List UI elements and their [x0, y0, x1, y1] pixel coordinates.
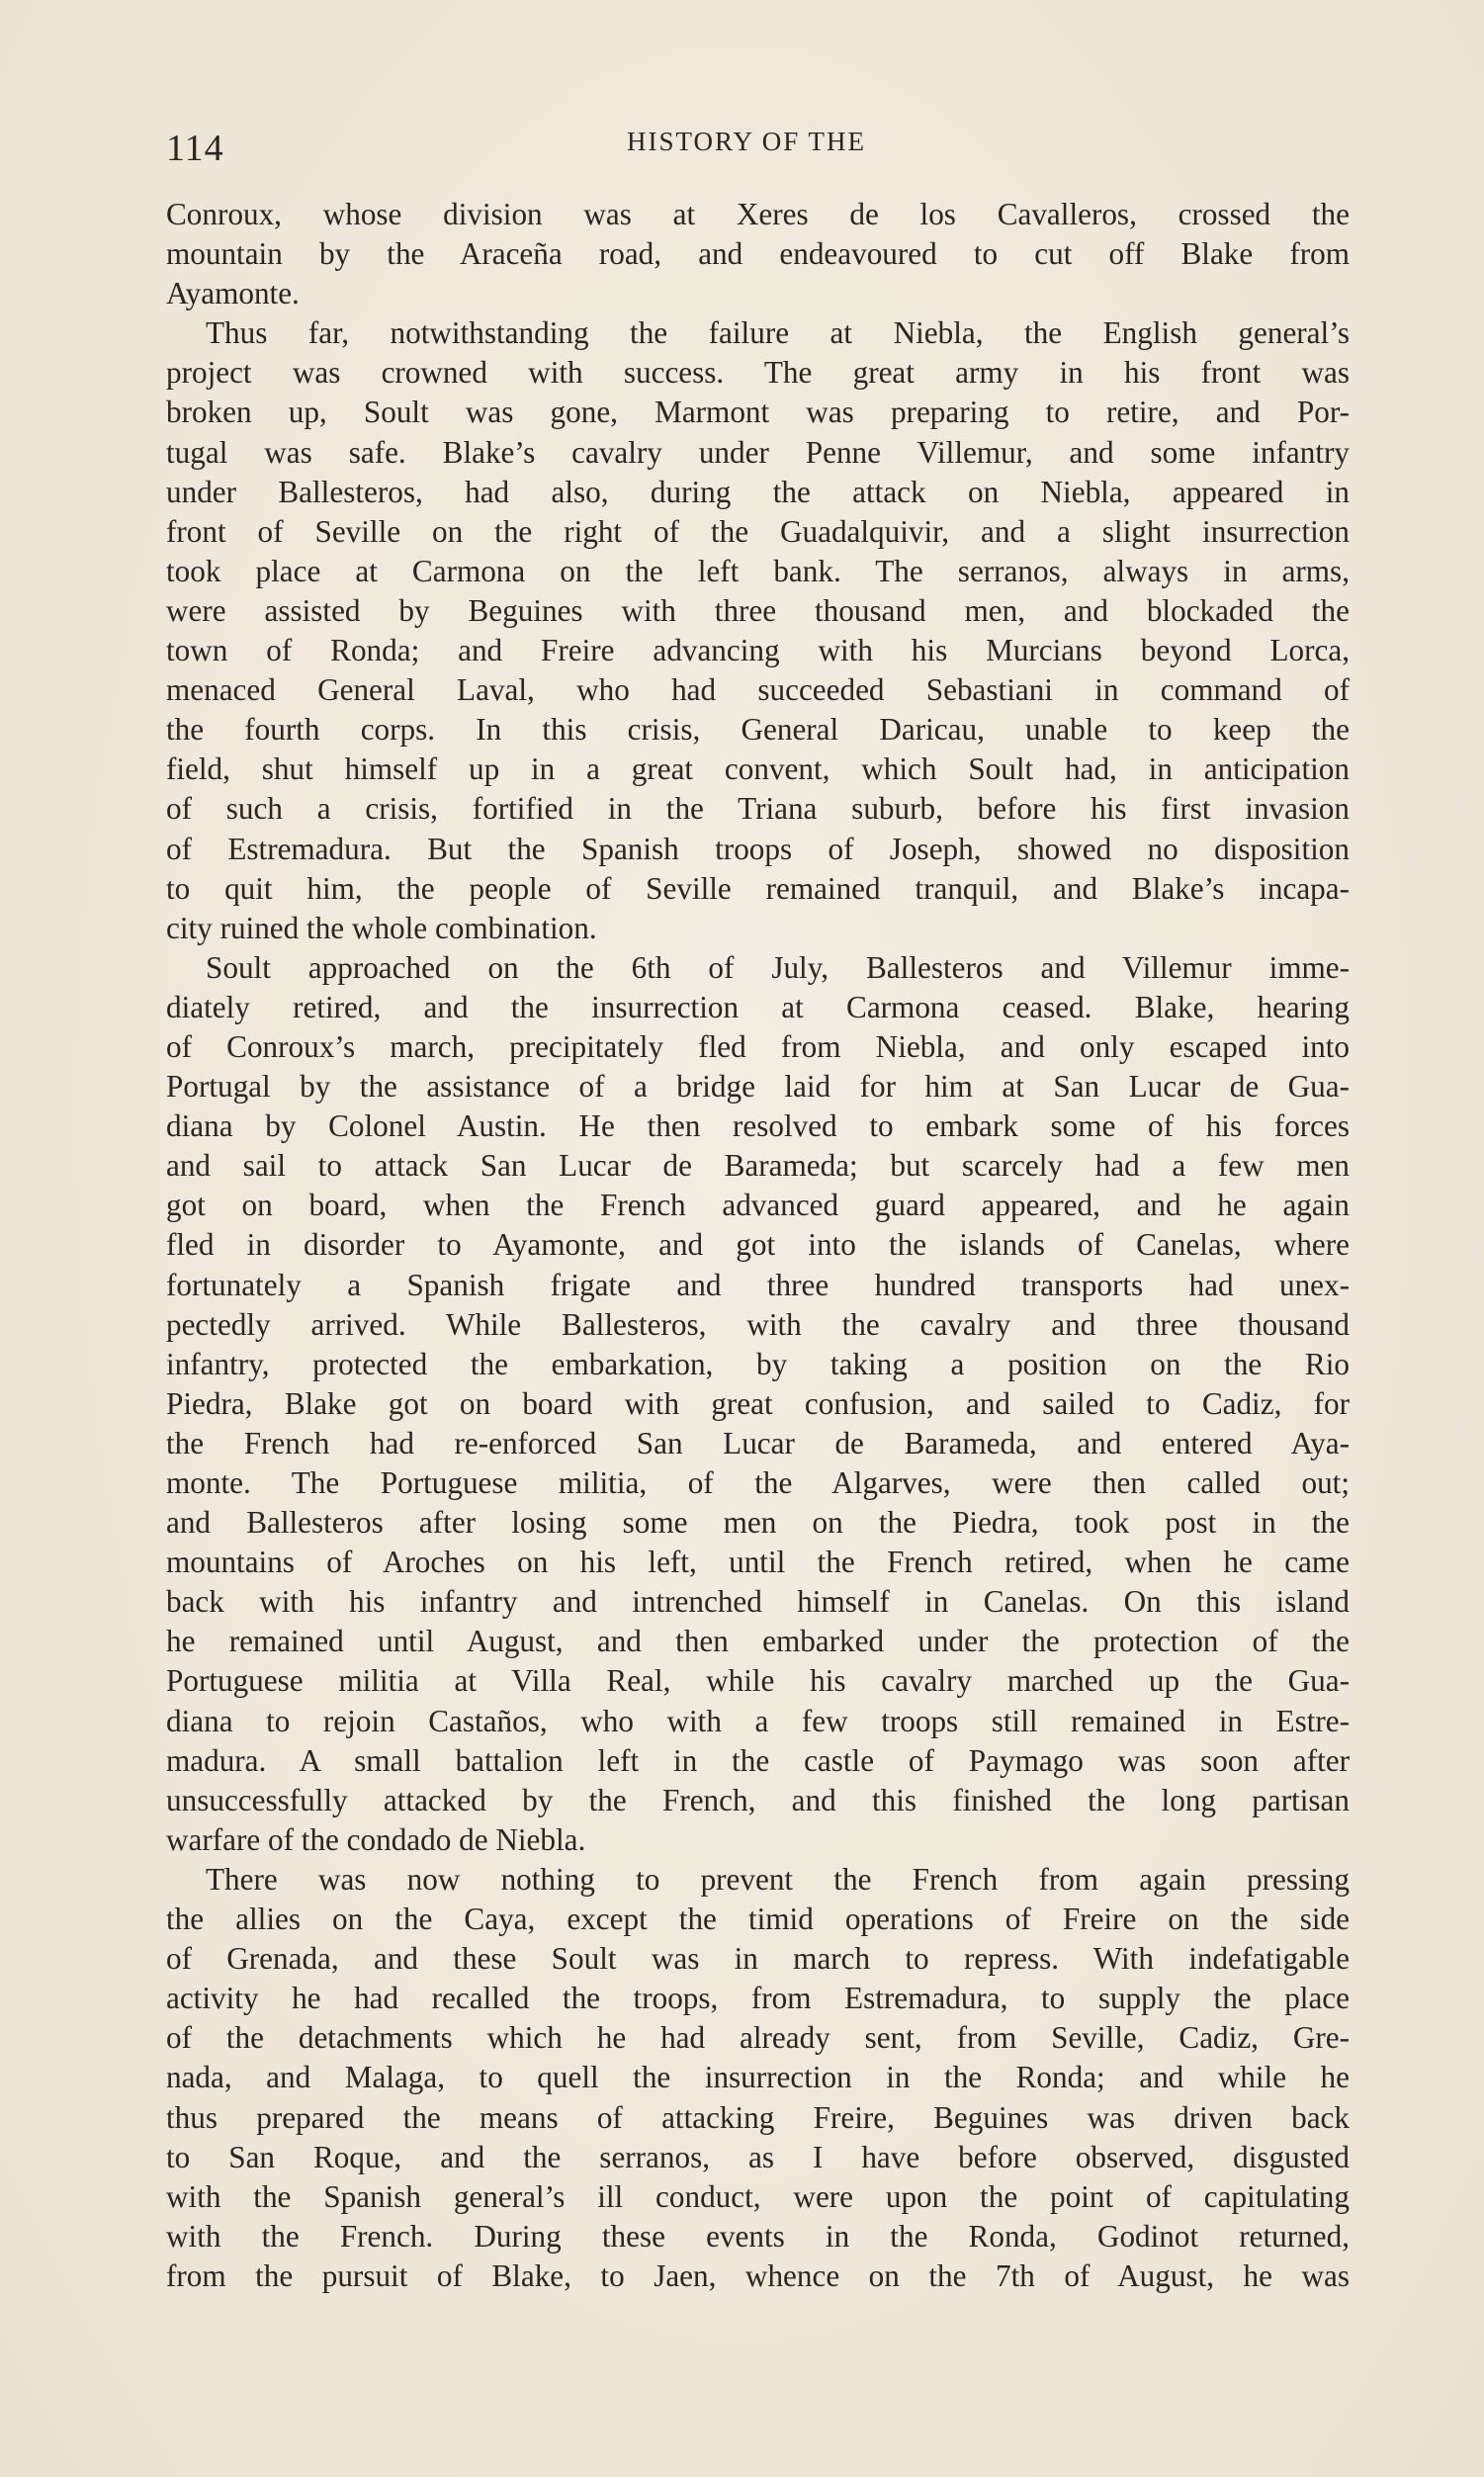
text-line: Conroux, whose division was at Xeres de los Cavalleros, crossed the [166, 197, 1350, 231]
text-line: town of Ronda; and Freire advancing with his Murcians beyond Lorca, [166, 633, 1350, 668]
text-line: warfare of the condado de Niebla. [166, 1821, 586, 1857]
page-header [166, 127, 1353, 176]
text-line: diana to rejoin Castaños, who with a few troops still remained in Estre- [166, 1703, 1350, 1738]
text-line: were assisted by Beguines with three thousand men, and blockaded the [166, 592, 1350, 628]
text-line: field, shut himself up in a great convent, which Soult had, in anticipation [166, 752, 1350, 787]
text-line: back with his infantry and intrenched himself in Canelas. On this island [166, 1584, 1350, 1620]
text-line: from the pursuit of Blake, to Jaen, whence on the 7th of August, he was [166, 2257, 1350, 2293]
text-line: thus prepared the means of attacking Freire, Beguines was driven back [166, 2099, 1350, 2135]
text-line: got on board, when the French advanced guard appeared, and he again [166, 1188, 1350, 1223]
text-line: with the French. During these events in the Ronda, Godinot returned, [166, 2218, 1350, 2254]
text-line: he remained until August, and then embarked under the protection of the [166, 1624, 1350, 1659]
text-line: nada, and Malaga, to quell the insurrection in the Ronda; and while he [166, 2060, 1350, 2095]
running-head: HISTORY OF THE [627, 127, 867, 156]
text-line: Piedra, Blake got on board with great confusion, and sailed to Cadiz, for [166, 1385, 1350, 1421]
text-line: of the detachments which he had already sent, from Seville, Cadiz, Gre- [166, 2020, 1350, 2056]
text-line: with the Spanish general’s ill conduct, were upon the point of capitulating [166, 2178, 1350, 2214]
text-line: under Ballesteros, had also, during the attack on Niebla, appeared in [166, 474, 1350, 509]
text-line: Ayamonte. [166, 276, 300, 311]
text-line: unsuccessfully attacked by the French, and this finished the long partisan [166, 1782, 1350, 1817]
text-line: broken up, Soult was gone, Marmont was preparing to retire, and Por- [166, 395, 1350, 430]
text-line: mountains of Aroches on his left, until the French retired, when he came [166, 1545, 1350, 1580]
body-text [166, 195, 1350, 2296]
page-number: 114 [166, 128, 224, 169]
text-line: the allies on the Caya, except the timid operations of Freire on the side [166, 1902, 1350, 1937]
text-line: Portugal by the assistance of a bridge laid for him at San Lucar de Gua- [166, 1069, 1350, 1105]
text-line: diately retired, and the insurrection at Carmona ceased. Blake, hearing [166, 989, 1350, 1024]
text-line: to San Roque, and the serranos, as I have before observed, disgusted [166, 2139, 1350, 2174]
text-line: took place at Carmona on the left bank. The serranos, always in arms, [166, 553, 1350, 588]
text-line: diana by Colonel Austin. He then resolved to embark some of his forces [166, 1108, 1350, 1144]
text-line: of Estremadura. But the Spanish troops of Joseph, showed no disposition [166, 831, 1350, 866]
text-line: and sail to attack San Lucar de Barameda; but scarcely had a few men [166, 1148, 1350, 1184]
text-line: of Conroux’s march, precipitately fled from Niebla, and only escaped into [166, 1028, 1350, 1064]
text-line: activity he had recalled the troops, from Estremadura, to supply the place [166, 1981, 1350, 2016]
text-line: infantry, protected the embarkation, by taking a position on the Rio [166, 1346, 1350, 1381]
text-line: to quit him, the people of Seville remained tranquil, and Blake’s incapa- [166, 870, 1350, 906]
text-line: the French had re-enforced San Lucar de Barameda, and entered Aya- [166, 1425, 1350, 1460]
text-line: fled in disorder to Ayamonte, and got into the islands of Canelas, where [166, 1227, 1350, 1263]
text-line: fortunately a Spanish frigate and three hundred transports had unex- [166, 1267, 1350, 1302]
text-line: tugal was safe. Blake’s cavalry under Penne Villemur, and some infantry [166, 434, 1350, 470]
text-line: Thus far, notwithstanding the failure at Niebla, the English general’s [206, 315, 1350, 351]
text-line: There was now nothing to prevent the French from again pressing [206, 1861, 1350, 1897]
text-line: the fourth corps. In this crisis, General Daricau, unable to keep the [166, 712, 1350, 748]
text-line: project was crowned with success. The great army in his front was [166, 355, 1350, 391]
text-line: mountain by the Araceña road, and endeavoured to cut off Blake from [166, 236, 1350, 272]
text-line: front of Seville on the right of the Guadalquivir, and a slight insurrection [166, 513, 1350, 549]
text-line: Portuguese militia at Villa Real, while his cavalry marched up the Gua- [166, 1663, 1350, 1699]
text-line: monte. The Portuguese militia, of the Algarves, were then called out; [166, 1465, 1350, 1500]
text-line: of Grenada, and these Soult was in march to repress. With indefatigable [166, 1941, 1350, 1977]
text-line: madura. A small battalion left in the castle of Paymago was soon after [166, 1742, 1350, 1778]
text-line: pectedly arrived. While Ballesteros, with the cavalry and three thousand [166, 1306, 1350, 1342]
text-line: Soult approached on the 6th of July, Ballesteros and Villemur imme- [206, 949, 1350, 985]
text-line: city ruined the whole combination. [166, 910, 597, 945]
text-line: of such a crisis, fortified in the Triana suburb, before his first invasion [166, 791, 1350, 827]
text-line: and Ballesteros after losing some men on the Piedra, took post in the [166, 1505, 1350, 1541]
text-line: menaced General Laval, who had succeeded Sebastiani in command of [166, 672, 1350, 708]
